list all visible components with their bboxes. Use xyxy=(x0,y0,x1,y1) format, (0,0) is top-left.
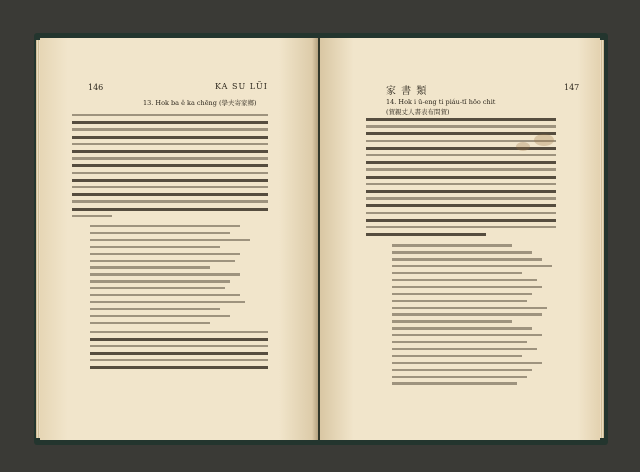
text-line xyxy=(366,125,556,127)
text-line xyxy=(72,114,268,116)
text-line xyxy=(366,204,556,207)
text-line xyxy=(392,279,537,281)
text-line xyxy=(90,366,268,369)
text-line xyxy=(72,172,268,174)
text-line xyxy=(90,253,240,255)
text-line xyxy=(72,136,268,139)
text-line xyxy=(72,200,268,202)
text-line xyxy=(392,286,542,288)
text-line xyxy=(90,308,220,310)
text-line xyxy=(366,118,556,121)
text-line xyxy=(90,352,268,355)
left-running-head: KA SU LŨI xyxy=(215,82,268,91)
text-line xyxy=(366,176,556,179)
text-line xyxy=(392,251,532,253)
text-line xyxy=(392,327,532,329)
text-line xyxy=(392,355,522,357)
text-line xyxy=(72,193,268,196)
text-line xyxy=(392,307,547,309)
text-line xyxy=(72,150,268,153)
text-line xyxy=(392,244,512,246)
text-line xyxy=(366,132,556,135)
text-line xyxy=(392,293,532,295)
text-line xyxy=(392,334,542,336)
text-line xyxy=(392,382,517,384)
text-line xyxy=(392,341,527,343)
text-line xyxy=(90,345,268,347)
paper-stain xyxy=(516,142,530,151)
text-line xyxy=(392,376,527,378)
text-line xyxy=(366,190,556,193)
right-section-title: 14. Hok i ū-eng ti piáu-tī hōo chit xyxy=(386,98,496,106)
right-page xyxy=(320,38,600,440)
text-line xyxy=(392,348,537,350)
text-line xyxy=(72,208,268,211)
text-line xyxy=(90,260,235,262)
text-line xyxy=(90,225,240,227)
text-line xyxy=(90,266,210,268)
text-line xyxy=(366,226,556,228)
text-line xyxy=(72,128,268,130)
text-line xyxy=(90,273,240,275)
paper-stain xyxy=(534,134,554,146)
text-line xyxy=(366,140,556,142)
left-page-number: 146 xyxy=(88,83,104,92)
text-line xyxy=(90,294,240,296)
text-line xyxy=(90,232,230,234)
text-line xyxy=(90,315,230,317)
text-line xyxy=(366,154,556,156)
right-section-subtitle: (賀親丈人書表布問賀) xyxy=(386,108,450,116)
text-line xyxy=(72,215,112,217)
text-line xyxy=(392,313,542,315)
text-line xyxy=(90,287,225,289)
left-page xyxy=(40,38,318,440)
text-line xyxy=(90,331,268,333)
text-line xyxy=(72,143,268,145)
text-line xyxy=(392,272,522,274)
text-line xyxy=(366,212,556,214)
text-line xyxy=(72,164,268,167)
text-line xyxy=(90,322,210,324)
left-section-title: 13. Hok ba ê ka chēng (學夫寄家鄉) xyxy=(143,99,257,107)
text-line xyxy=(90,280,230,282)
text-line xyxy=(392,265,552,267)
text-line xyxy=(90,338,268,341)
text-line xyxy=(90,359,268,361)
text-line xyxy=(366,183,556,185)
text-line xyxy=(90,301,245,303)
text-line xyxy=(90,246,220,248)
text-line xyxy=(392,320,512,322)
right-running-head: 家 書 類 xyxy=(386,86,428,97)
text-line xyxy=(366,161,556,164)
text-line xyxy=(366,168,556,170)
text-line xyxy=(366,219,556,222)
text-line xyxy=(72,179,268,182)
text-line xyxy=(72,157,268,159)
text-line xyxy=(392,300,527,302)
text-line xyxy=(366,233,486,236)
right-page-number: 147 xyxy=(564,83,580,92)
text-line xyxy=(90,239,250,241)
text-line xyxy=(392,369,532,371)
text-line xyxy=(392,362,542,364)
text-line xyxy=(72,121,268,124)
text-line xyxy=(392,258,542,260)
text-line xyxy=(366,197,556,199)
text-line xyxy=(72,186,268,188)
